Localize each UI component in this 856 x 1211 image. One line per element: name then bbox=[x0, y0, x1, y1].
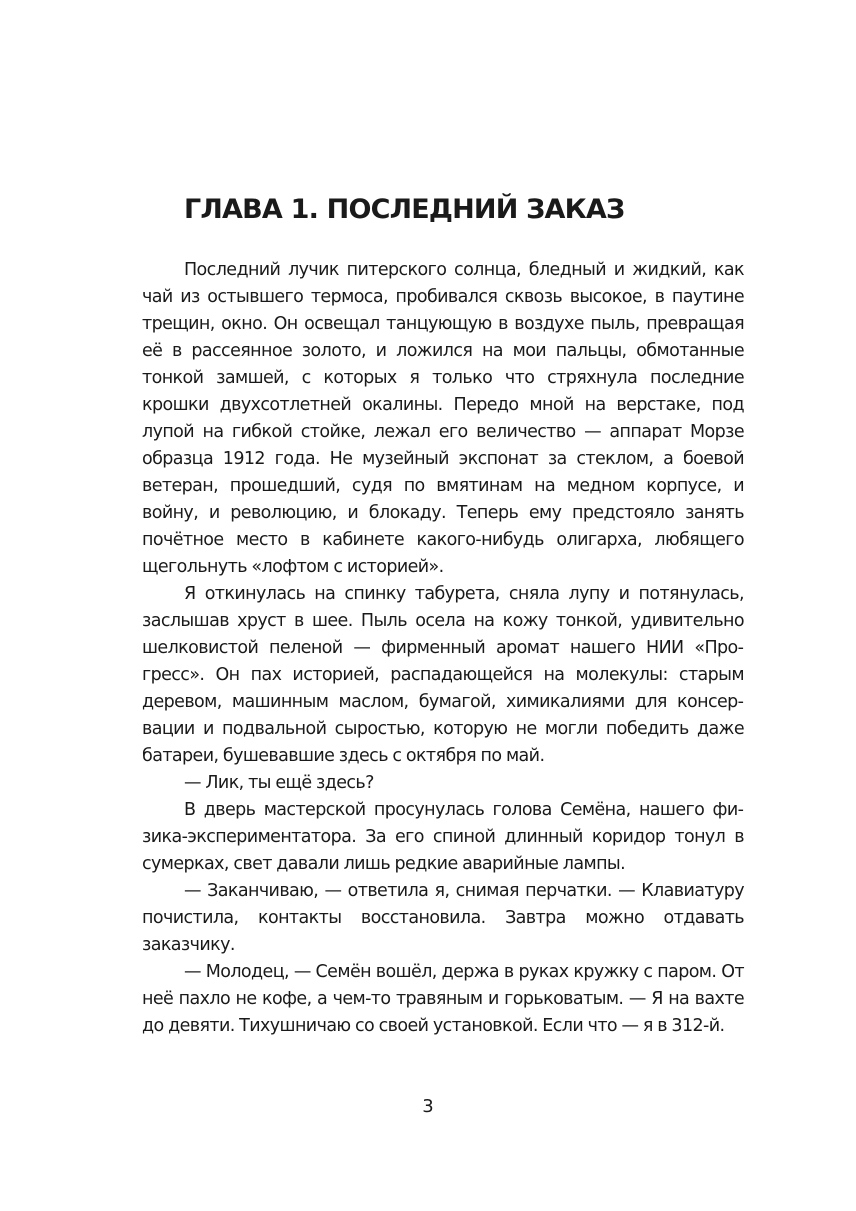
chapter-body bbox=[142, 257, 744, 1040]
chapter-title: ГЛАВА 1. ПОСЛЕДНИЙ ЗАКАЗ bbox=[184, 194, 625, 225]
paragraph: Последний лучик питерского солнца, бледный и жидкий, как чай из остывшего термоса, пробивался сквозь высокое, в паутине трещин, окно. Он освещал танцующую в воздухе пыль, превращая её в рассеянное золото, и ложился на мои пальцы, обмотанные тонкой замшей, с которых я только что стряхнула последние крошки двухсотлетней окалины. Передо мной на верстаке, под лупой на гибкой стойке, лежал его величество — аппарат Морзе образца 1912 года. Не музейный экспонат за стеклом, а боевой ветеран, прошедший, судя по вмятинам на медном корпусе, и войну, и революцию, и блокаду. Теперь ему предстояло занять почётное место в кабинете какого-нибудь олигарха, любящего щегольнуть «лофтом с историей». bbox=[142, 260, 744, 577]
paragraph: — Заканчиваю, — ответила я, снимая перчатки. — Клавиатуру почистила, контакты восстановила. Завтра можно отдавать заказчику. bbox=[142, 881, 744, 955]
paragraph: — Молодец, — Семён вошёл, держа в руках кружку с паром. От неё пахло не кофе, а чем-то травяным и горьковатым. — Я на вахте до девяти. Тихушничаю со своей установкой. Если что — я в 312-й. bbox=[142, 962, 744, 1036]
paragraph: В дверь мастерской просунулась голова Семёна, нашего физика-экспериментатора. За его спиной длинный коридор тонул в сумерках, свет давали лишь редкие аварийные лампы. bbox=[142, 800, 744, 874]
paragraph: — Лик, ты ещё здесь? bbox=[184, 773, 374, 793]
page-number: 3 bbox=[422, 1096, 434, 1117]
paragraph: Я откинулась на спинку табурета, сняла лупу и потянулась, заслышав хруст в шее. Пыль осела на кожу тонкой, удивительно шелковистой пеленой — фирменный аромат нашего НИИ «Прогресс». Он пах историей, распадающейся на молекулы: старым деревом, машинным маслом, бумагой, химикалиями для консервации и подвальной сыростью, которую не могли победить даже батареи, бушевавшие здесь с октября по май. bbox=[142, 584, 744, 766]
